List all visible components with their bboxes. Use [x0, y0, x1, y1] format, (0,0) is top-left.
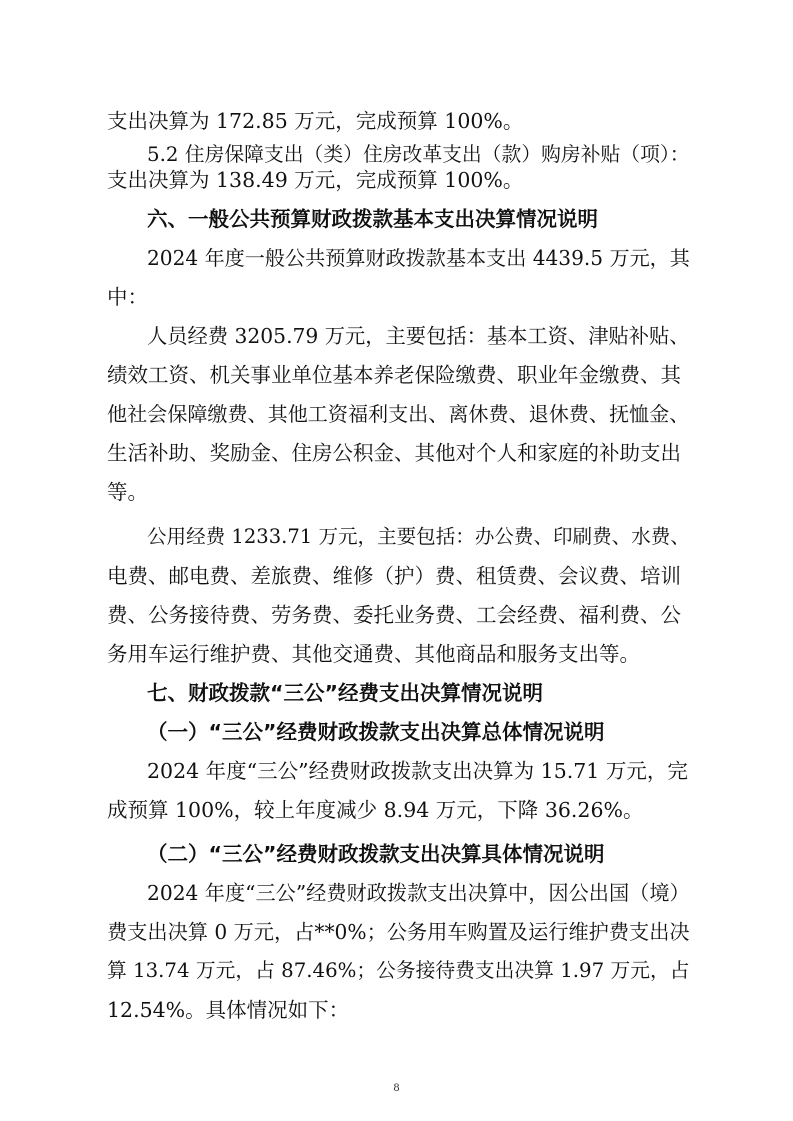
- paragraph-line: 5.2 住房保障支出（类）住房改革支出（款）购房补贴（项）：: [147, 143, 690, 166]
- paragraph-line: 务用车运行维护费、其他交通费、其他商品和服务支出等。: [107, 642, 640, 666]
- paragraph-line: 生活补助、奖励金、住房公积金、其他对个人和家庭的补助支出: [107, 441, 681, 465]
- paragraph-line: 人员经费 3205.79 万元，主要包括：基本工资、津贴补贴、: [147, 324, 690, 348]
- paragraph-line: 绩效工资、机关事业单位基本养老保险缴费、职业年金缴费、其: [107, 363, 681, 387]
- paragraph-line: 费支出决算 0 万元，占**0%；公务用车购置及运行维护费支出决: [107, 920, 690, 944]
- paragraph-line: 他社会保障缴费、其他工资福利支出、离休费、退休费、抚恤金、: [107, 402, 690, 426]
- paragraph-line: 支出决算为 172.85 万元，完成预算 100%。: [107, 109, 524, 133]
- subsection-heading: （一）“三公”经费财政拨款支出决算总体情况说明: [147, 720, 605, 744]
- paragraph-line: 成预算 100%，较上年度减少 8.94 万元，下降 36.26%。: [107, 798, 644, 822]
- paragraph-line: 2024 年度“三公”经费财政拨款支出决算为 15.71 万元，完: [147, 759, 688, 783]
- paragraph-line: 中：: [107, 285, 148, 309]
- section-heading: 七、财政拨款“三公”经费支出决算情况说明: [147, 681, 543, 705]
- paragraph-line: 2024 年度一般公共预算财政拨款基本支出 4439.5 万元，其: [147, 246, 690, 270]
- paragraph-line: 支出决算为 138.49 万元，完成预算 100%。: [107, 168, 524, 192]
- paragraph-line: 等。: [107, 480, 148, 504]
- paragraph-line: 公用经费 1233.71 万元，主要包括：办公费、印刷费、水费、: [147, 525, 690, 548]
- section-heading: 六、一般公共预算财政拨款基本支出决算情况说明: [147, 207, 598, 231]
- paragraph-line: 2024 年度“三公”经费财政拨款支出决算中，因公出国（境）: [147, 881, 690, 905]
- page-number: 8: [393, 1080, 400, 1094]
- paragraph-line: 12.54%。具体情况如下：: [107, 998, 350, 1022]
- paragraph-line: 算 13.74 万元，占 87.46%；公务接待费支出决算 1.97 万元，占: [107, 959, 690, 982]
- subsection-heading: （二）“三公”经费财政拨款支出决算具体情况说明: [147, 842, 605, 866]
- paragraph-line: 电费、邮电费、差旅费、维修（护）费、租赁费、会议费、培训: [107, 564, 681, 588]
- paragraph-line: 费、公务接待费、劳务费、委托业务费、工会经费、福利费、公: [107, 603, 681, 627]
